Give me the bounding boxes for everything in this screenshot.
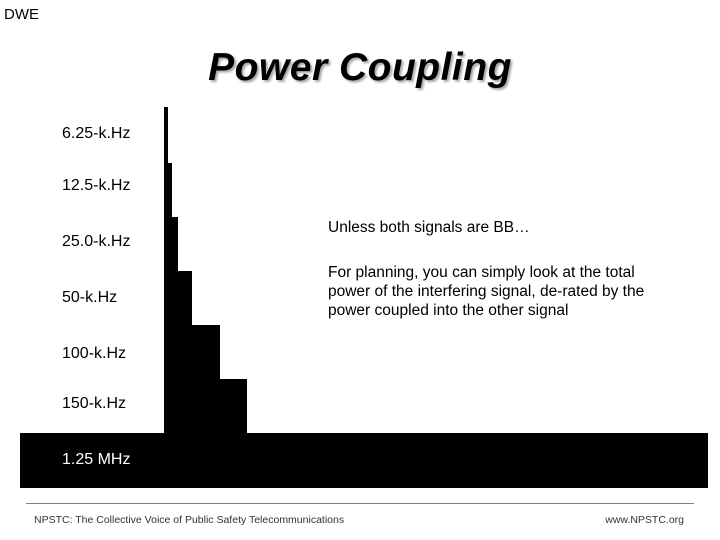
footer-url: www.NPSTC.org: [605, 514, 684, 526]
label-150-khz: 150-k.Hz: [62, 395, 127, 412]
block-150-khz: [164, 379, 247, 437]
note-second: For planning, you can simply look at the total power of the interfering signal, de-rated by the power coupled into the other signal: [328, 264, 645, 319]
label-12-5-khz: 12.5-k.Hz: [62, 177, 131, 194]
label-1-25-mhz: 1.25 MHz: [62, 451, 131, 468]
note-first: Unless both signals are BB…: [328, 219, 530, 236]
slide-title: Power Coupling: [208, 46, 512, 89]
label-50-khz: 50-k.Hz: [62, 289, 118, 306]
label-100-khz: 100-k.Hz: [62, 345, 127, 362]
label-25-khz: 25.0-k.Hz: [62, 233, 131, 250]
label-6-25-khz: 6.25-k.Hz: [62, 125, 131, 142]
corner-label: DWE: [4, 6, 39, 23]
footer-organization: NPSTC: The Collective Voice of Public Safety Telecommunications: [34, 514, 345, 526]
footer-divider: [26, 503, 694, 504]
